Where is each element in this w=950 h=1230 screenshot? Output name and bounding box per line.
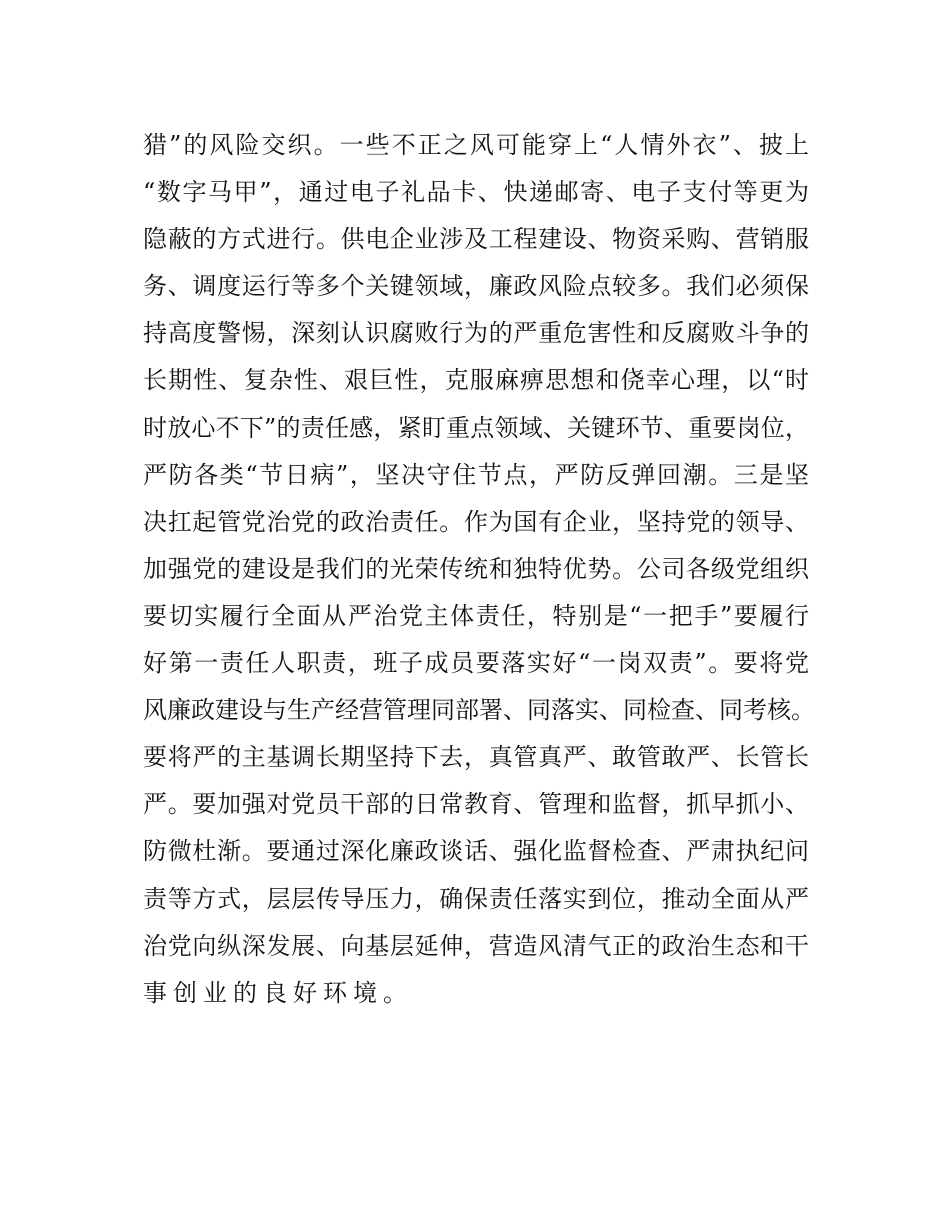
text-line: 决扛起管党治党的政治责任。作为国有企业，坚持党的领导、 — [143, 507, 809, 536]
text-line: 严。要加强对党员干部的日常教育、管理和监督，抓早抓小、 — [143, 790, 809, 819]
text-line: 要将严的主基调长期坚持下去，真管真严、敢管敢严、长管长 — [143, 743, 809, 772]
text-line: 责等方式，层层传导压力，确保责任落实到位，推动全面从严 — [143, 884, 809, 913]
text-line: 猎”的风险交织。一些不正之风可能穿上“人情外衣”、披上 — [143, 131, 809, 159]
text-line: 防微杜渐。要通过深化廉政谈话、强化监督检查、严肃执纪问 — [143, 837, 809, 866]
body-paragraph — [143, 128, 815, 1023]
text-line: 长期性、复杂性、艰巨性，克服麻痹思想和侥幸心理，以“时 — [143, 366, 809, 395]
text-line: 时放心不下”的责任感，紧盯重点领域、关键环节、重要岗位， — [143, 413, 809, 442]
text-line: 务、调度运行等多个关键领域，廉政风险点较多。我们必须保 — [143, 272, 809, 301]
text-line: 好第一责任人职责，班子成员要落实好“一岗双责”。要将党 — [143, 649, 809, 678]
text-line: 加强党的建设是我们的光荣传统和独特优势。公司各级党组织 — [143, 554, 809, 583]
text-line: 事创业的良好环境。 — [143, 978, 413, 1007]
text-line: 要切实履行全面从严治党主体责任，特别是“一把手”要履行 — [143, 601, 809, 630]
text-line: 风廉政建设与生产经营管理同部署、同落实、同检查、同考核。 — [143, 696, 815, 725]
text-line: 严防各类“节日病”，坚决守住节点，严防反弹回潮。三是坚 — [143, 460, 809, 489]
text-line: “数字马甲”，通过电子礼品卡、快递邮寄、电子支付等更为 — [143, 178, 809, 207]
text-line: 治党向纵深发展、向基层延伸，营造风清气正的政治生态和干 — [143, 931, 809, 960]
text-line: 持高度警惕，深刻认识腐败行为的严重危害性和反腐败斗争的 — [143, 319, 809, 348]
text-line: 隐蔽的方式进行。供电企业涉及工程建设、物资采购、营销服 — [143, 225, 809, 254]
